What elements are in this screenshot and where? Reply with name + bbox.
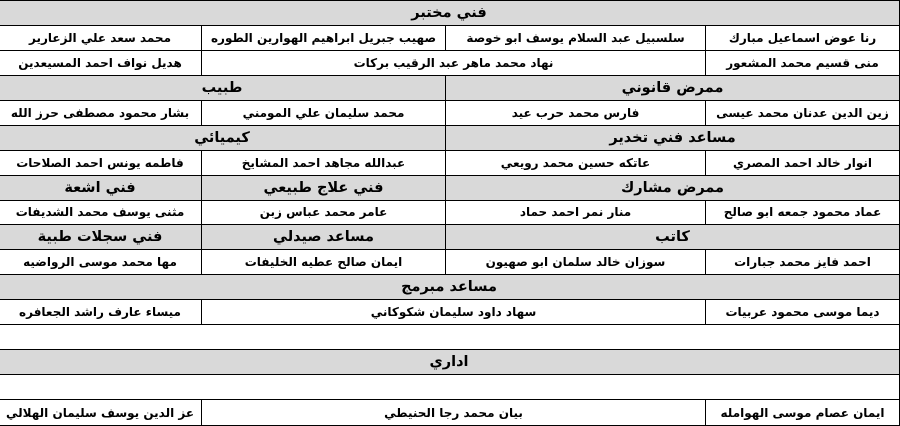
table-cell: عاتكه حسين محمد رويعي (445, 151, 705, 176)
table-cell: زين الدين عدنان محمد عيسى (705, 101, 899, 126)
section-header: فني مختبر (0, 1, 899, 26)
table-cell: محمد سعد علي الزعارير (0, 26, 201, 51)
table-cell: عبدالله مجاهد احمد المشايخ (201, 151, 445, 176)
table-cell: صهيب جبريل ابراهيم الهوارين الطوره (201, 26, 445, 51)
section-header: ممرض مشارك (445, 176, 899, 201)
section-header: مساعد مبرمج (0, 275, 899, 300)
table-cell: سلسبيل عبد السلام يوسف ابو خوصة (445, 26, 705, 51)
table-cell: ميساء عارف راشد الجعافره (0, 300, 201, 325)
section-header: ممرض قانوني (445, 76, 899, 101)
table-cell: ايمان عصام موسى الهوامله (705, 400, 899, 425)
table-cell: سهاد داود سليمان شكوكاني (201, 300, 705, 325)
table-cell: بشار محمود مصطفى حرز الله (0, 101, 201, 126)
table-cell: محمد سليمان علي المومني (201, 101, 445, 126)
table-cell: منى قسيم محمد المشعور (705, 51, 899, 76)
section-header: طبيب (0, 76, 445, 101)
section-header: فني سجلات طبية (0, 225, 201, 250)
table-cell: بيان محمد رجا الحنيطي (201, 400, 705, 425)
section-header: مساعد فني تخدير (445, 126, 899, 151)
table-cell: فارس محمد حرب عيد (445, 101, 705, 126)
table-cell: نهاد محمد ماهر عبد الرقيب بركات (201, 51, 705, 76)
section-header: كاتب (445, 225, 899, 250)
table-cell: عز الدين يوسف سليمان الهلالي (0, 400, 201, 425)
table-cell: انوار خالد احمد المصري (705, 151, 899, 176)
table-cell: عماد محمود جمعه ابو صالح (705, 201, 899, 226)
table-cell: احمد فايز محمد جبارات (705, 250, 899, 275)
section-header: فني علاج طبيعي (201, 176, 445, 201)
table-cell: ديما موسى محمود عربيات (705, 300, 899, 325)
table-cell: هديل نواف احمد المسيعدين (0, 51, 201, 76)
table-cell: رنا عوض اسماعيل مبارك (705, 26, 899, 51)
blank-row (0, 375, 899, 400)
section-header: فني اشعة (0, 176, 201, 201)
table-cell: مها محمد موسى الرواضيه (0, 250, 201, 275)
blank-row (0, 325, 899, 350)
table-cell: منار نمر احمد حماد (445, 201, 705, 226)
table-cell: ايمان صالح عطيه الخليفات (201, 250, 445, 275)
section-header: مساعد صيدلي (201, 225, 445, 250)
section-header: اداري (0, 350, 899, 375)
table-cell: مثنى يوسف محمد الشديفات (0, 201, 201, 226)
table-cell: سوزان خالد سلمان ابو صهيون (445, 250, 705, 275)
table-cell: فاطمه يونس احمد الصلاحات (0, 151, 201, 176)
table-cell: عامر محمد عباس زبن (201, 201, 445, 226)
section-header: كيميائي (0, 126, 445, 151)
